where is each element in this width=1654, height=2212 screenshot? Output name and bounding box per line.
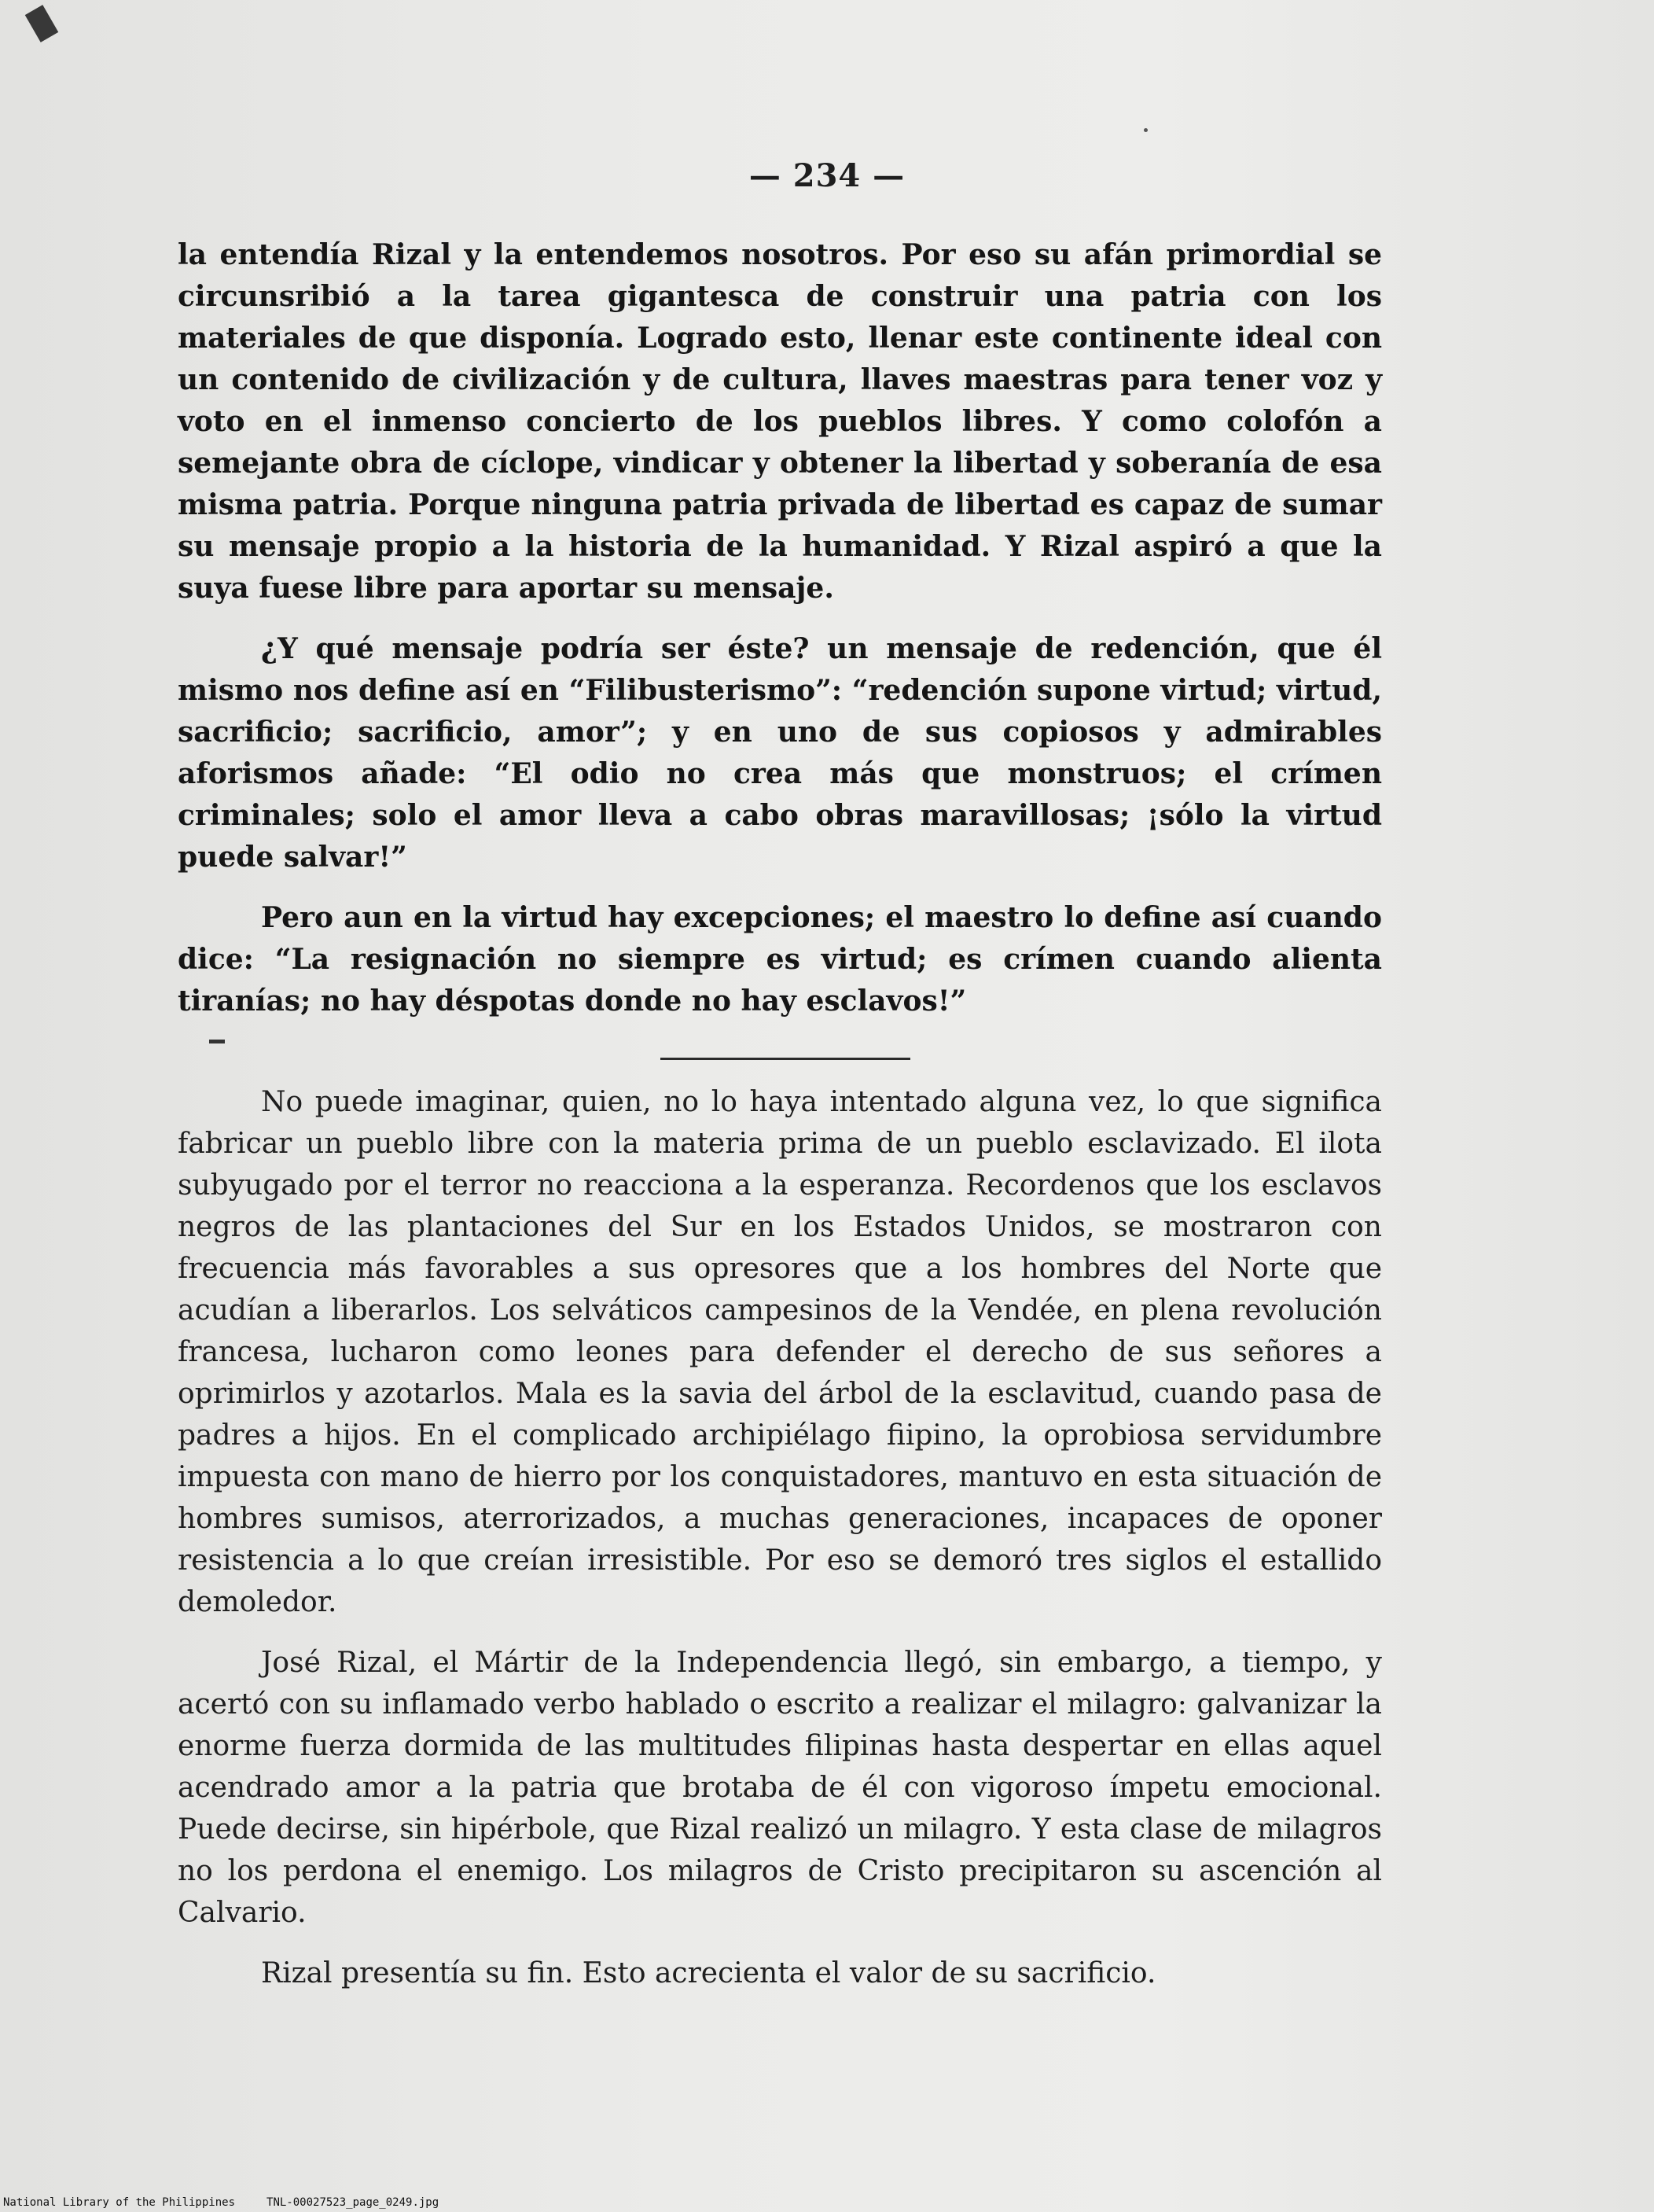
margin-dash-mark	[209, 1040, 225, 1043]
text-block-lower	[178, 1081, 1382, 1994]
scan-edge-mark	[25, 5, 59, 42]
paragraph: Pero aun en la virtud hay excepciones; el maestro lo define así cuando dice: “La resignación no siempre es virtud; es crímen cuando alienta tiranías; no hay déspotas donde no hay esclavos!”	[178, 901, 1382, 1018]
scan-footer	[3, 2196, 439, 2209]
page-number: — 234 —	[748, 157, 906, 194]
library-name: National Library of the Philippines	[3, 2196, 236, 2209]
file-name: TNL-00027523_page_0249.jpg	[266, 2196, 439, 2209]
text-block-upper	[178, 234, 1382, 1022]
paragraph: ¿Y qué mensaje podría ser éste? un mensaje de redención, que él mismo nos define así en “Filibusterismo”: “redención supone virtud; virtud, sacrificio; sacrificio, amor”; y en uno de sus copiosos y admirables aforismos añade: “El odio no crea más que monstruos; el crímen criminales; solo el amor lleva a cabo obras maravillosas; ¡sólo la virtud puede salvar!”	[178, 632, 1382, 874]
paragraph: la entendía Rizal y la entendemos nosotros. Por eso su afán primordial se circunsribió a la tarea gigantesca de construir una patria con los materiales de que disponía. Logrado esto, llenar este continente ideal con un contenido de civilización y de cultura, llaves maestras para tener voz y voto en el inmenso concierto de los pueblos libres. Y como colofón a semejante obra de cíclope, vindicar y obtener la libertad y soberanía de esa misma patria. Porque ninguna patria privada de libertad es capaz de sumar su mensaje propio a la historia de la humanidad. Y Rizal aspiró a que la suya fuese libre para aportar su mensaje.	[178, 238, 1382, 605]
scan-dust-mark	[1144, 128, 1148, 132]
paragraph: No puede imaginar, quien, no lo haya intentado alguna vez, lo que significa fabricar un pueblo libre con la materia prima de un pueblo esclavizado. El ilota subyugado por el terror no reacciona a la esperanza. Recordenos que los esclavos negros de las plantaciones del Sur en los Estados Unidos, se mostraron con frecuencia más favorables a sus opresores que a los hombres del Norte que acudían a liberarlos. Los selváticos campesinos de la Vendée, en plena revolución francesa, lucharon como leones para defender el derecho de sus señores a oprimirlos y azotarlos. Mala es la savia del árbol de la esclavitud, cuando pasa de padres a hijos. En el complicado archipiélago fiipino, la oprobiosa servidumbre impuesta con mano de hierro por los conquistadores, mantuvo en esta situación de hombres sumisos, aterrorizados, a muchas generaciones, incapaces de oponer resistencia a lo que creían irresistible. Por eso se demoró tres siglos el estallido demoledor.	[178, 1086, 1382, 1618]
paragraph: José Rizal, el Mártir de la Independencia llegó, sin embargo, a tiempo, y acertó con su inflamado verbo hablado o escrito a realizar el milagro: galvanizar la enorme fuerza dormida de las multitudes filipinas hasta despertar en ellas aquel acendrado amor a la patria que brotaba de él con vigoroso ímpetu emocional. Puede decirse, sin hipérbole, que Rizal realizó un milagro. Y esta clase de milagros no los perdona el enemigo. Los milagros de Cristo precipitaron su ascención al Calvario.	[178, 1647, 1382, 1929]
paragraph: Rizal presentía su fin. Esto acrecienta el valor de su sacrificio.	[261, 1957, 1156, 1989]
section-divider	[660, 1058, 910, 1060]
